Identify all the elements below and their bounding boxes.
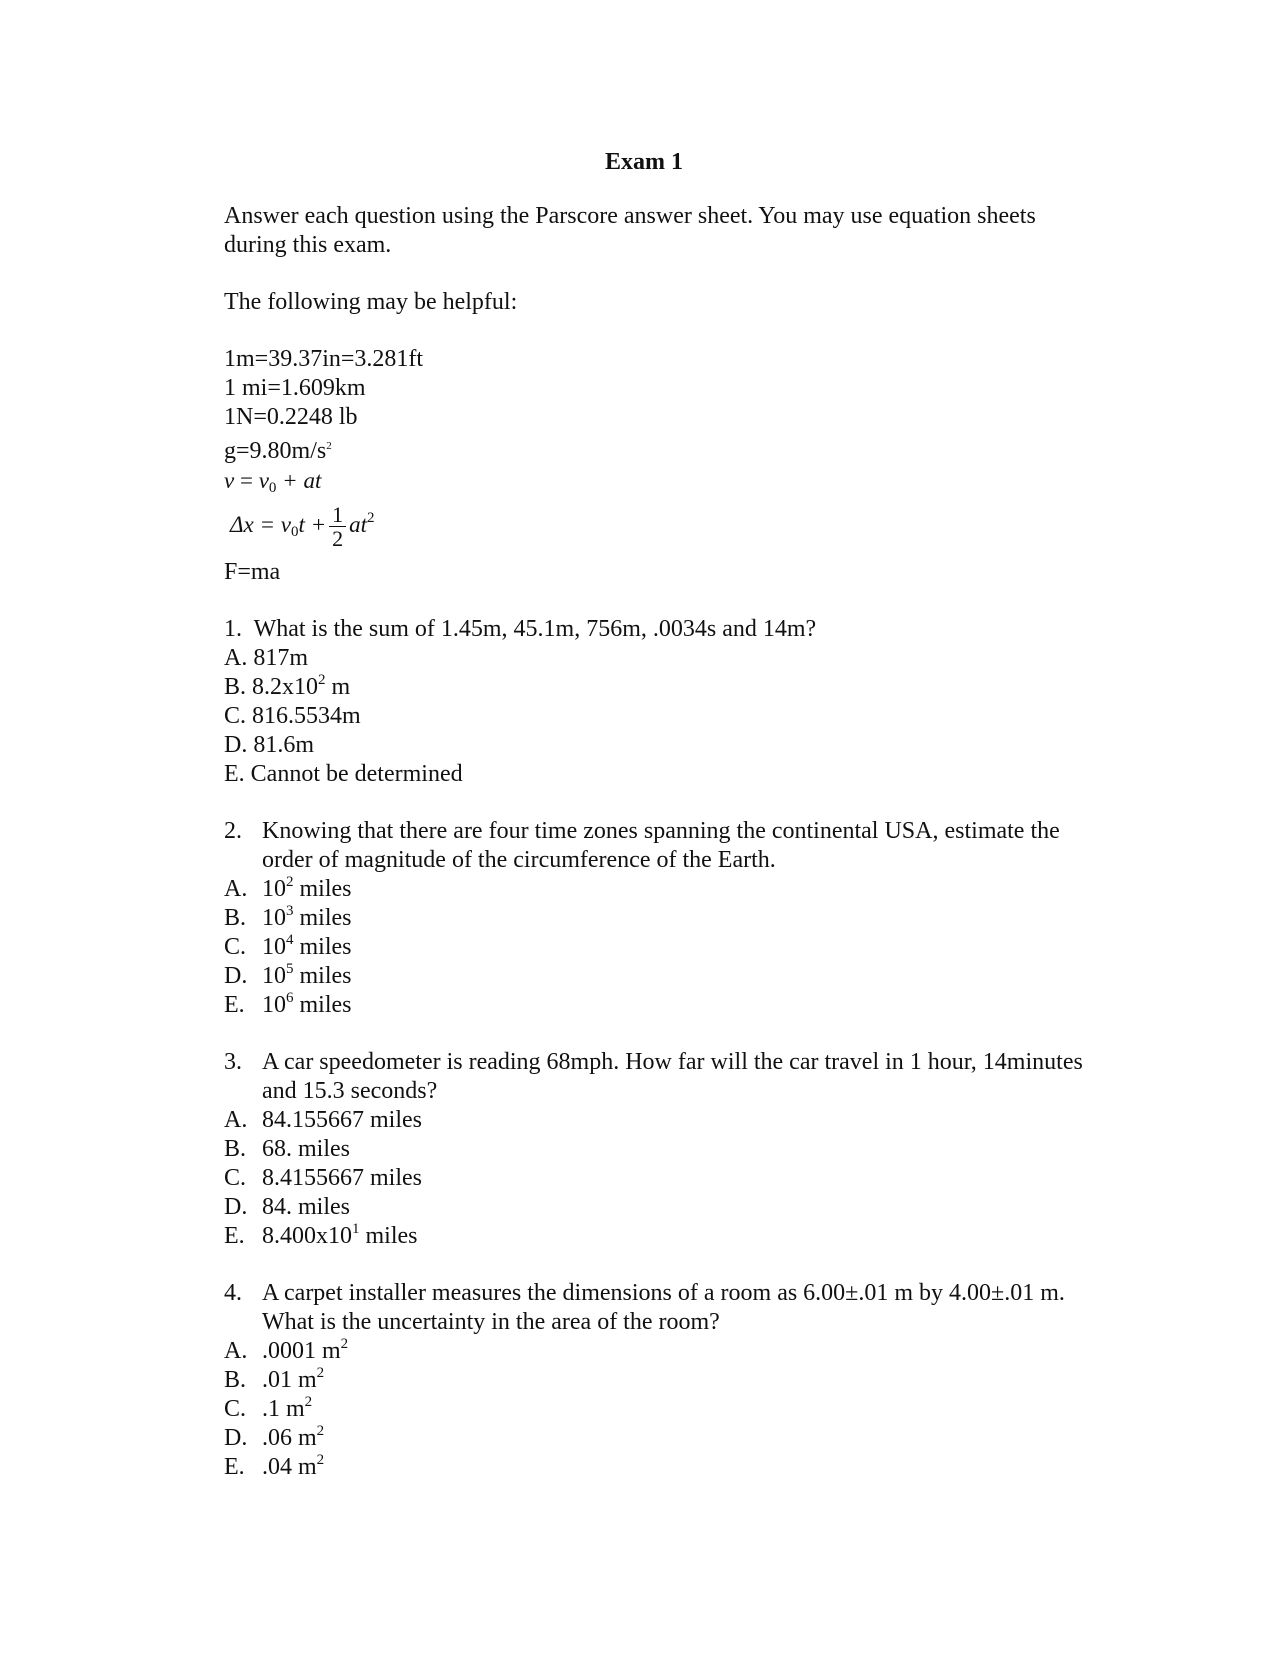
question-1-text: 1. What is the sum of 1.45m, 45.1m, 756m, .0034s and 14m?: [224, 616, 817, 642]
q3-option-d: D. 84. miles: [224, 1194, 350, 1220]
q1-option-b: B. $8.2x10^2$ m: [224, 672, 351, 700]
question-3-text: 3. A car speedometer is reading 68mph. How far will the car travel in 1 hour, 14minutes and 15.3 seconds?: [224, 1049, 1083, 1104]
question-2-text: 2. Knowing that there are four time zones spanning the continental USA, estimate the order of magnitude of the circumference of the Earth.: [224, 818, 1060, 873]
question-3: [224, 1048, 1084, 1251]
q1-option-c: C. 816.5534m: [224, 703, 361, 729]
q4-option-b: B. .01 $m^2$: [224, 1365, 325, 1393]
newton-law: F=ma: [224, 559, 281, 585]
velocity-equation: $v = v_0$ + at: [224, 468, 322, 496]
q3-option-e: E. $8.400x10^1$ miles: [224, 1221, 418, 1249]
q2-option-b: B. $10^3$ miles: [224, 903, 352, 931]
q1-option-d: D. 81.6m: [224, 732, 315, 758]
displacement-equation: $\Delta x = v_0t$ + $\frac{1}{2}$ $at^2$: [230, 502, 375, 551]
exam-page: [224, 148, 1084, 1482]
formula-list: [224, 345, 1084, 587]
q2-option-a: A. $10^2$ miles: [224, 874, 352, 902]
question-1: [224, 615, 1084, 789]
conversion-meters: 1m=39.37in=3.281ft: [224, 346, 424, 372]
q3-option-a: A. 84.155667 miles: [224, 1107, 422, 1133]
q2-option-d: D. $10^5$ miles: [224, 961, 352, 989]
gravity-constant: $g=9.80m/s^2$: [224, 438, 332, 464]
question-2: [224, 817, 1084, 1020]
conversion-miles: 1 mi=1.609km: [224, 375, 366, 401]
q3-option-c: C. 8.4155667 miles: [224, 1165, 422, 1191]
q4-option-a: A. .0001 $m^2$: [224, 1336, 349, 1364]
q2-option-c: C. $10^4$ miles: [224, 932, 352, 960]
conversion-newtons: 1N=0.2248 lb: [224, 404, 358, 430]
q4-option-c: C. .1 $m^2$: [224, 1394, 313, 1422]
q4-option-d: D. .06 $m^2$: [224, 1423, 325, 1451]
q3-option-b: B. 68. miles: [224, 1136, 350, 1162]
q4-option-e: E. .04 $m^2$: [224, 1452, 325, 1480]
q2-option-e: E. $10^6$ miles: [224, 990, 352, 1018]
helpful-intro: The following may be helpful:: [224, 289, 518, 315]
instructions: Answer each question using the Parscore answer sheet. You may use equation sheets during this exam.: [224, 203, 1036, 258]
q1-option-a: A. 817m: [224, 645, 309, 671]
exam-title: Exam 1: [605, 149, 683, 175]
question-4: [224, 1279, 1084, 1482]
question-4-text: 4. A carpet installer measures the dimensions of a room as 6.00±.01 m by 4.00±.01 m. What is the uncertainty in the area of the room?: [224, 1280, 1065, 1335]
q1-option-e: E. Cannot be determined: [224, 761, 463, 787]
fraction-one-half: $\frac{1}{2}$: [329, 503, 346, 550]
